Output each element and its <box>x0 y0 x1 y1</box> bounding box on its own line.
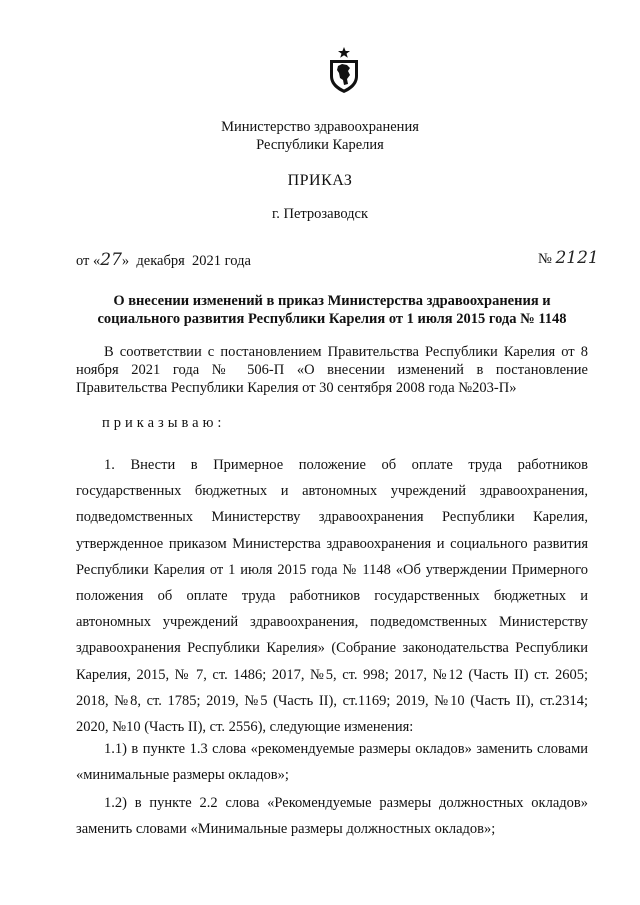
number-prefix: № <box>538 251 552 267</box>
ministry-name: Министерство здравоохранения Республики Карелия <box>221 119 419 153</box>
coat-of-arms-icon <box>327 46 361 94</box>
order-word: приказываю: <box>102 415 226 431</box>
date-day-handwritten: 27 <box>100 250 122 270</box>
order-subject: О внесении изменений в приказ Министерства здравоохранения и социального развития Республики Карелия от 1 июля 2015 года № 1148 <box>97 293 567 327</box>
number-handwritten: 2121 <box>555 248 599 268</box>
document-type: ПРИКАЗ <box>287 172 353 189</box>
preamble: В соответствии с постановлением Правительства Республики Карелия от 8 ноября 2021 года № 506-П «О внесении изменений в постановление Правительства Республики Карелия от 30 сентября 2008 года №203-П» <box>76 344 588 396</box>
clause-1-2: 1.2) в пункте 2.2 слова «Рекомендуемые размеры должностных окладов» заменить словами «Минимальные размеры должностных окладов»; <box>76 795 588 838</box>
clause-1: 1. Внести в Примерное положение об оплате труда работников государственных бюджетных и автономных учреждений здравоохранения, подведомственных Министерству здравоохранения Республики Карелия, утвержденное приказом Министерства здравоохранения и социального развития Республики Карелия от 1 июля 2015 года № 1148 «Об утверждении Примерного положения об оплате труда работников государственных бюджетных и автономных учреждений здравоохранения, подведомственных Министерству здравоохранения Республики Карелия» (Собрание законодательства Республики Карелия, 2015, № 7, ст. 1486; 2017, №5, ст. 998; 2017, №12 (Часть II) ст. 2605; 2018, №8, ст. 1785; 2019, №5 (Часть II), ст.1169; 2019, №10 (Часть II), ст.2314; 2020, №10 (Часть II), ст. 2556), следующие изменения: <box>76 457 588 736</box>
order-number <box>538 248 599 268</box>
clause-1-1: 1.1) в пункте 1.3 слова «рекомендуемые размеры окладов» заменить словами «минимальные размеры окладов»; <box>76 741 588 784</box>
date-prefix: от « <box>76 253 101 269</box>
city: г. Петрозаводск <box>271 206 369 222</box>
date-suffix: » декабря 2021 года <box>121 253 251 269</box>
order-date <box>76 250 251 270</box>
